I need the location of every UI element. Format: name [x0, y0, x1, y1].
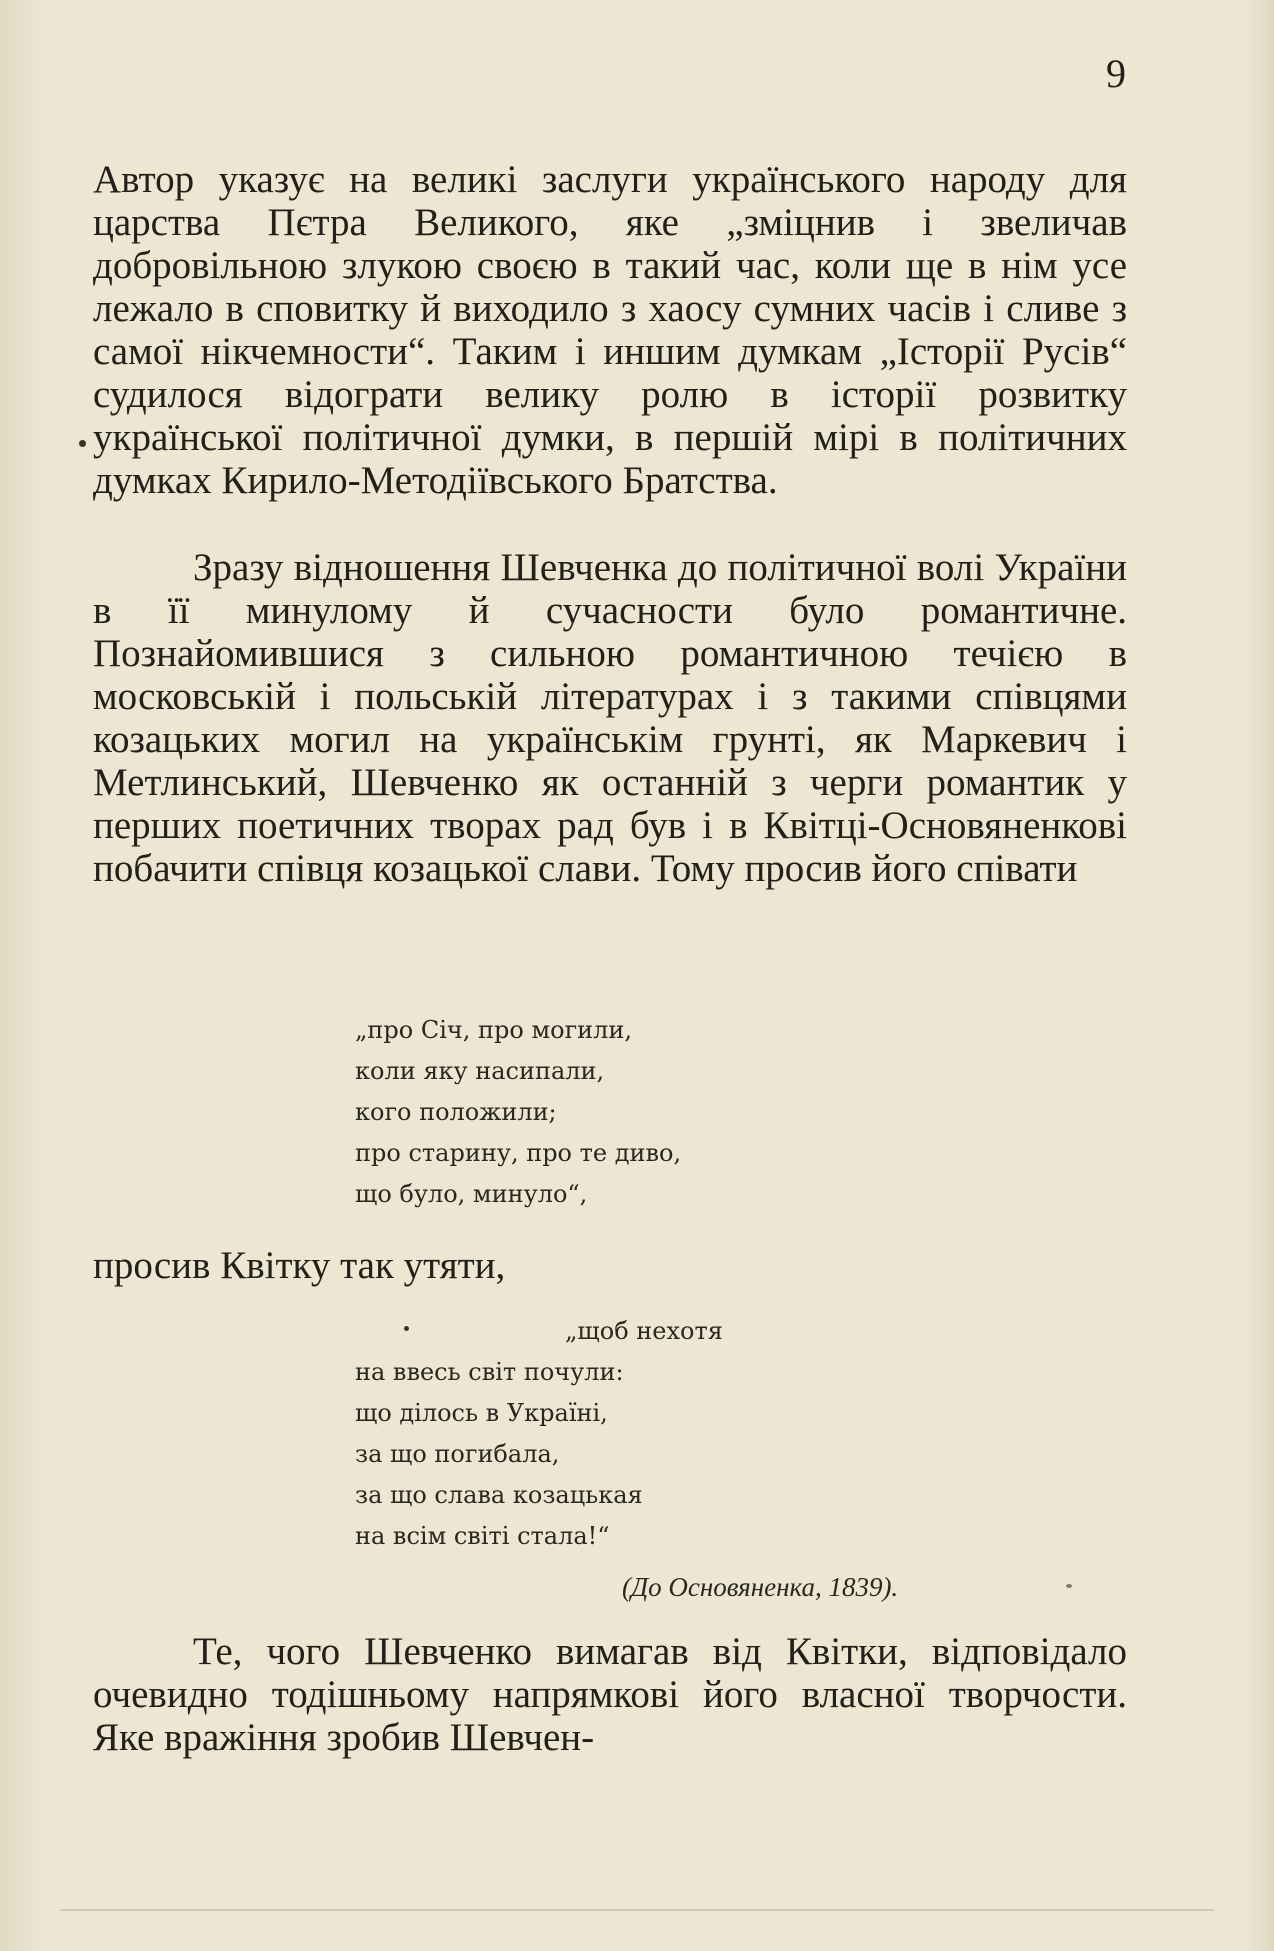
verse-line: за що погибала,	[355, 1440, 560, 1468]
ink-speck	[404, 1326, 409, 1331]
ink-speck	[79, 440, 86, 447]
page-edge-shadow	[60, 1909, 1214, 1911]
verse-line: що було, минуло“,	[355, 1180, 588, 1208]
verse-line: що ділось в Україні,	[355, 1399, 608, 1427]
verse-line: на ввесь світ почули:	[355, 1358, 624, 1386]
paragraph-1: Автор указує на великі заслуги українського народу для царства Пєтра Великого, яке „зміцнив і звеличав добровільною злукою своєю в такий час, коли ще в нім усе лежало в сповитку й виходило з хаосу сумних часів і сливе з самої нікчемности“. Таким і иншим думкам „Історії Русів“ судилося відограти велику ролю в історії розвитку української політичної думки, в першій мірі в політичних думках Кирило-Методіївського Братства.	[93, 158, 1127, 502]
ink-speck	[1066, 1584, 1072, 1588]
verse-line: кого положили;	[355, 1098, 557, 1126]
verse-line: за що слава козацькая	[355, 1481, 643, 1509]
verse-line: „щоб нехотя	[565, 1317, 723, 1345]
verse-line: на всім світі стала!“	[355, 1522, 610, 1550]
paragraph-4: Те, чого Шевченко вимагав від Квітки, відповідало очевидно тодішньому напрямкові його власної творчости. Яке вражіння зробив Шевчен-	[93, 1630, 1127, 1759]
paragraph-2: Зразу відношення Шевченка до політичної волі України в її минулому й сучасности було романтичне. Познайомившися з сильною романтичною течією в московській і польській літературах і з такими співцями козацьких могил на українськім грунті, як Маркевич і Метлинський, Шевченко як останній з черги романтик у перших поетичних творах рад був і в Квітці-Основяненкові побачити співця козацької слави. Тому просив його співати	[93, 546, 1127, 890]
verse-quote-1	[355, 1010, 681, 1215]
verse-attribution: (До Основяненка, 1839).	[622, 1572, 899, 1602]
verse-quote-2	[355, 1311, 723, 1557]
paragraph-3: просив Квітку так утяти,	[93, 1244, 506, 1287]
page-number: 9	[1106, 51, 1126, 96]
verse-line: коли яку насипали,	[355, 1057, 605, 1085]
verse-line: „про Січ, про могили,	[355, 1016, 633, 1044]
verse-line: про старину, про те диво,	[355, 1139, 682, 1167]
